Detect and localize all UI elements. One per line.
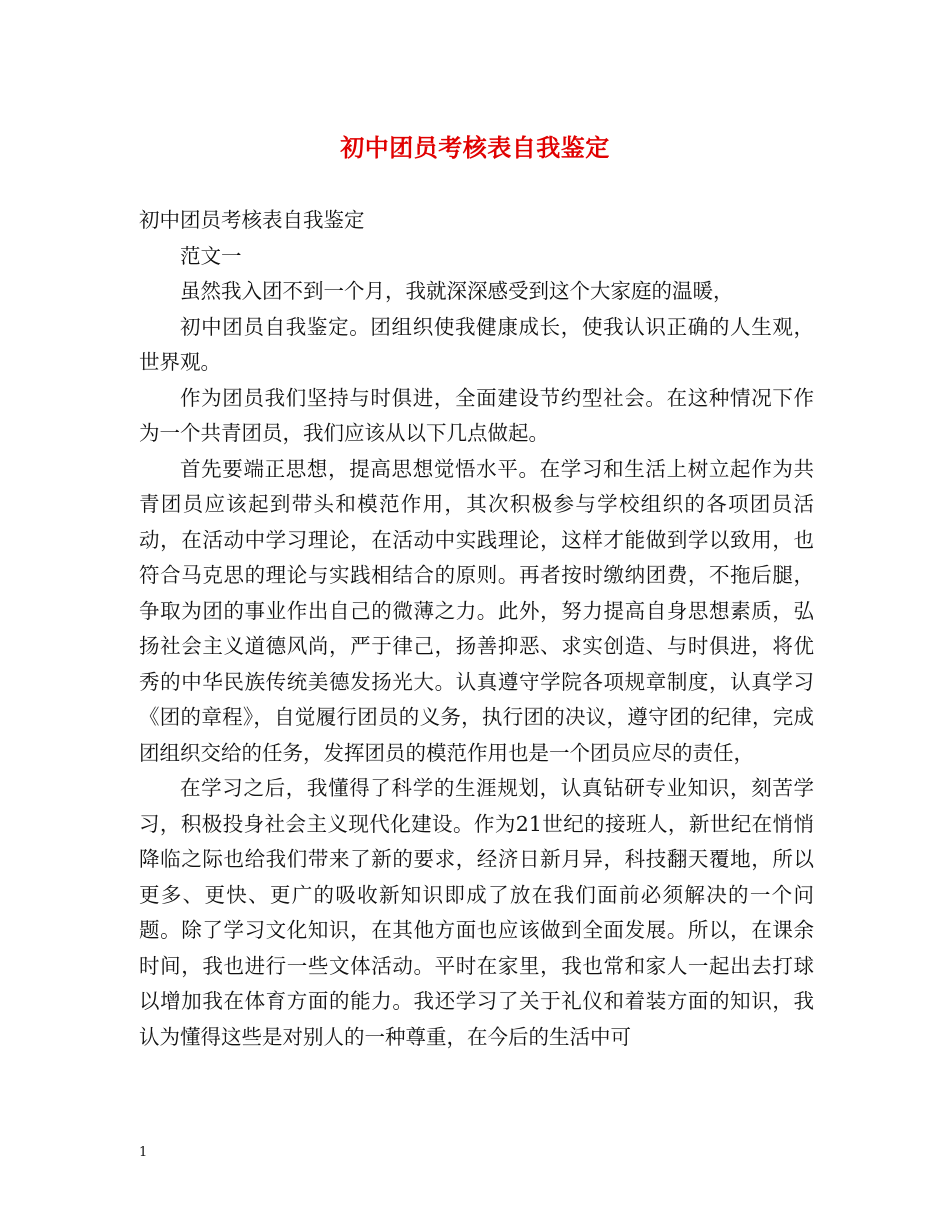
paragraph: 首先要端正思想，提高思想觉悟水平。在学习和生活上树立起作为共青团员应该起到带头和模范作用，其次积极参与学校组织的各项团员活动，在活动中学习理论，在活动中实践理论，这样才能做到学以致用，也符合马克思的理论与实践相结合的原则。再者按时缴纳团费，不拖后腿，争取为团的事业作出自己的微薄之力。此外，努力提高自身思想素质，弘扬社会主义道德风尚，严于律己，扬善抑恶、求实创造、与时俱进，将优秀的中华民族传统美德发扬光大。认真遵守学院各项规章制度，认真学习《团的章程》，自觉履行团员的义务，执行团的决议，遵守团的纪律，完成团组织交给的任务，发挥团员的模范作用也是一个团员应尽的责任， bbox=[139, 456, 814, 765]
page-title: 初中团员考核表自我鉴定 bbox=[340, 133, 610, 162]
page-number: 1 bbox=[139, 1145, 148, 1160]
paragraph: 作为团员我们坚持与时俱进，全面建设节约型社会。在这种情况下作为一个共青团员，我们应该从以下几点做起。 bbox=[139, 385, 814, 445]
document-body bbox=[139, 203, 814, 1055]
paragraph: 范文一 bbox=[180, 243, 242, 268]
paragraph: 虽然我入团不到一个月，我就深深感受到这个大家庭的温暖， bbox=[180, 279, 734, 303]
paragraph: 初中团员自我鉴定。团组织使我健康成长，使我认识正确的人生观，世界观。 bbox=[139, 314, 814, 374]
document-subtitle: 初中团员考核表自我鉴定 bbox=[139, 208, 365, 232]
paragraph: 在学习之后，我懂得了科学的生涯规划，认真钻研专业知识，刻苦学习，积极投身社会主义现代化建设。作为21世纪的接班人，新世纪在悄悄降临之际也给我们带来了新的要求，经济日新月异，科技翻天覆地，所以更多、更快、更广的吸收新知识即成了放在我们面前必须解决的一个问题。除了学习文化知识，在其他方面也应该做到全面发展。所以，在课余时间，我也进行一些文体活动。平时在家里，我也常和家人一起出去打球以增加我在体育方面的能力。我还学习了关于礼仪和着装方面的知识，我认为懂得这些是对别人的一种尊重，在今后的生活中可 bbox=[139, 776, 814, 1049]
